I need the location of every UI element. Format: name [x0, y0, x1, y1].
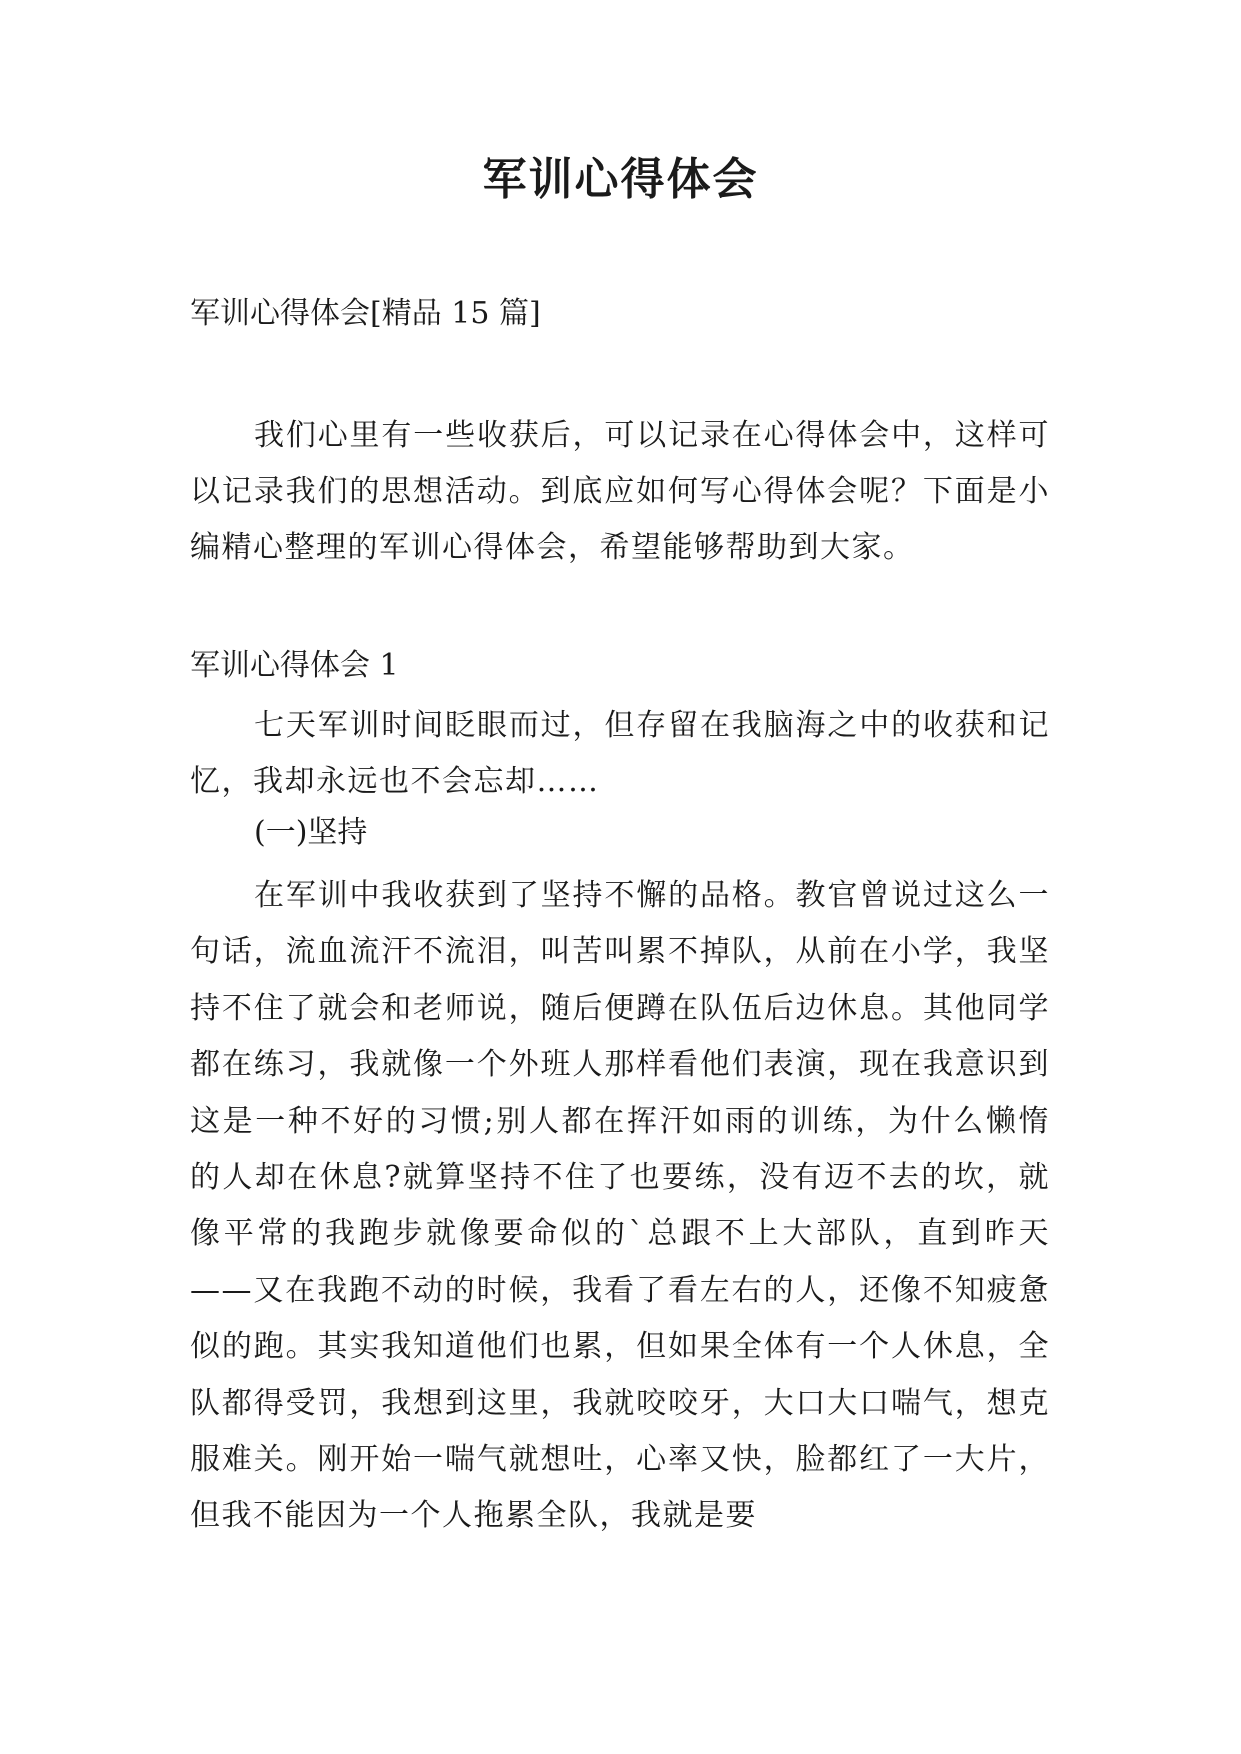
- section-paragraph-2: 在军训中我收获到了坚持不懈的品格。教官曾说过这么一句话，流血流汗不流泪，叫苦叫累不掉队，从前在小学，我坚持不住了就会和老师说，随后便蹲在队伍后边休息。其他同学都在练习，我就像一个外班人那样看他们表演，现在我意识到这是一种不好的习惯;别人都在挥汗如雨的训练，为什么懒惰的人却在休息?就算坚持不住了也要练，没有迈不去的坎，就像平常的我跑步就像要命似的`总跟不上大部队，直到昨天——又在我跑不动的时候，我看了看左右的人，还像不知疲惫似的跑。其实我知道他们也累，但如果全体有一个人休息，全队都得受罚，我想到这里，我就咬咬牙，大口大口喘气，想克服难关。刚开始一喘气就想吐，心率又快，脸都红了一大片，但我不能因为一个人拖累全队，我就是要: [190, 878, 1050, 1534]
- intro-paragraph: 我们心里有一些收获后，可以记录在心得体会中，这样可以记录我们的思想活动。到底应如何写心得体会呢？下面是小编精心整理的军训心得体会，希望能够帮助到大家。: [190, 418, 1050, 565]
- section-paragraph-1: 七天军训时间眨眼而过，但存留在我脑海之中的收获和记忆，我却永远也不会忘却……: [190, 708, 1050, 799]
- section-heading: 军训心得体会 1: [190, 648, 399, 683]
- document-title: 军训心得体会: [482, 154, 759, 205]
- document-subtitle: 军训心得体会[精品 15 篇]: [190, 296, 541, 331]
- section-subheading: (一)坚持: [254, 815, 368, 850]
